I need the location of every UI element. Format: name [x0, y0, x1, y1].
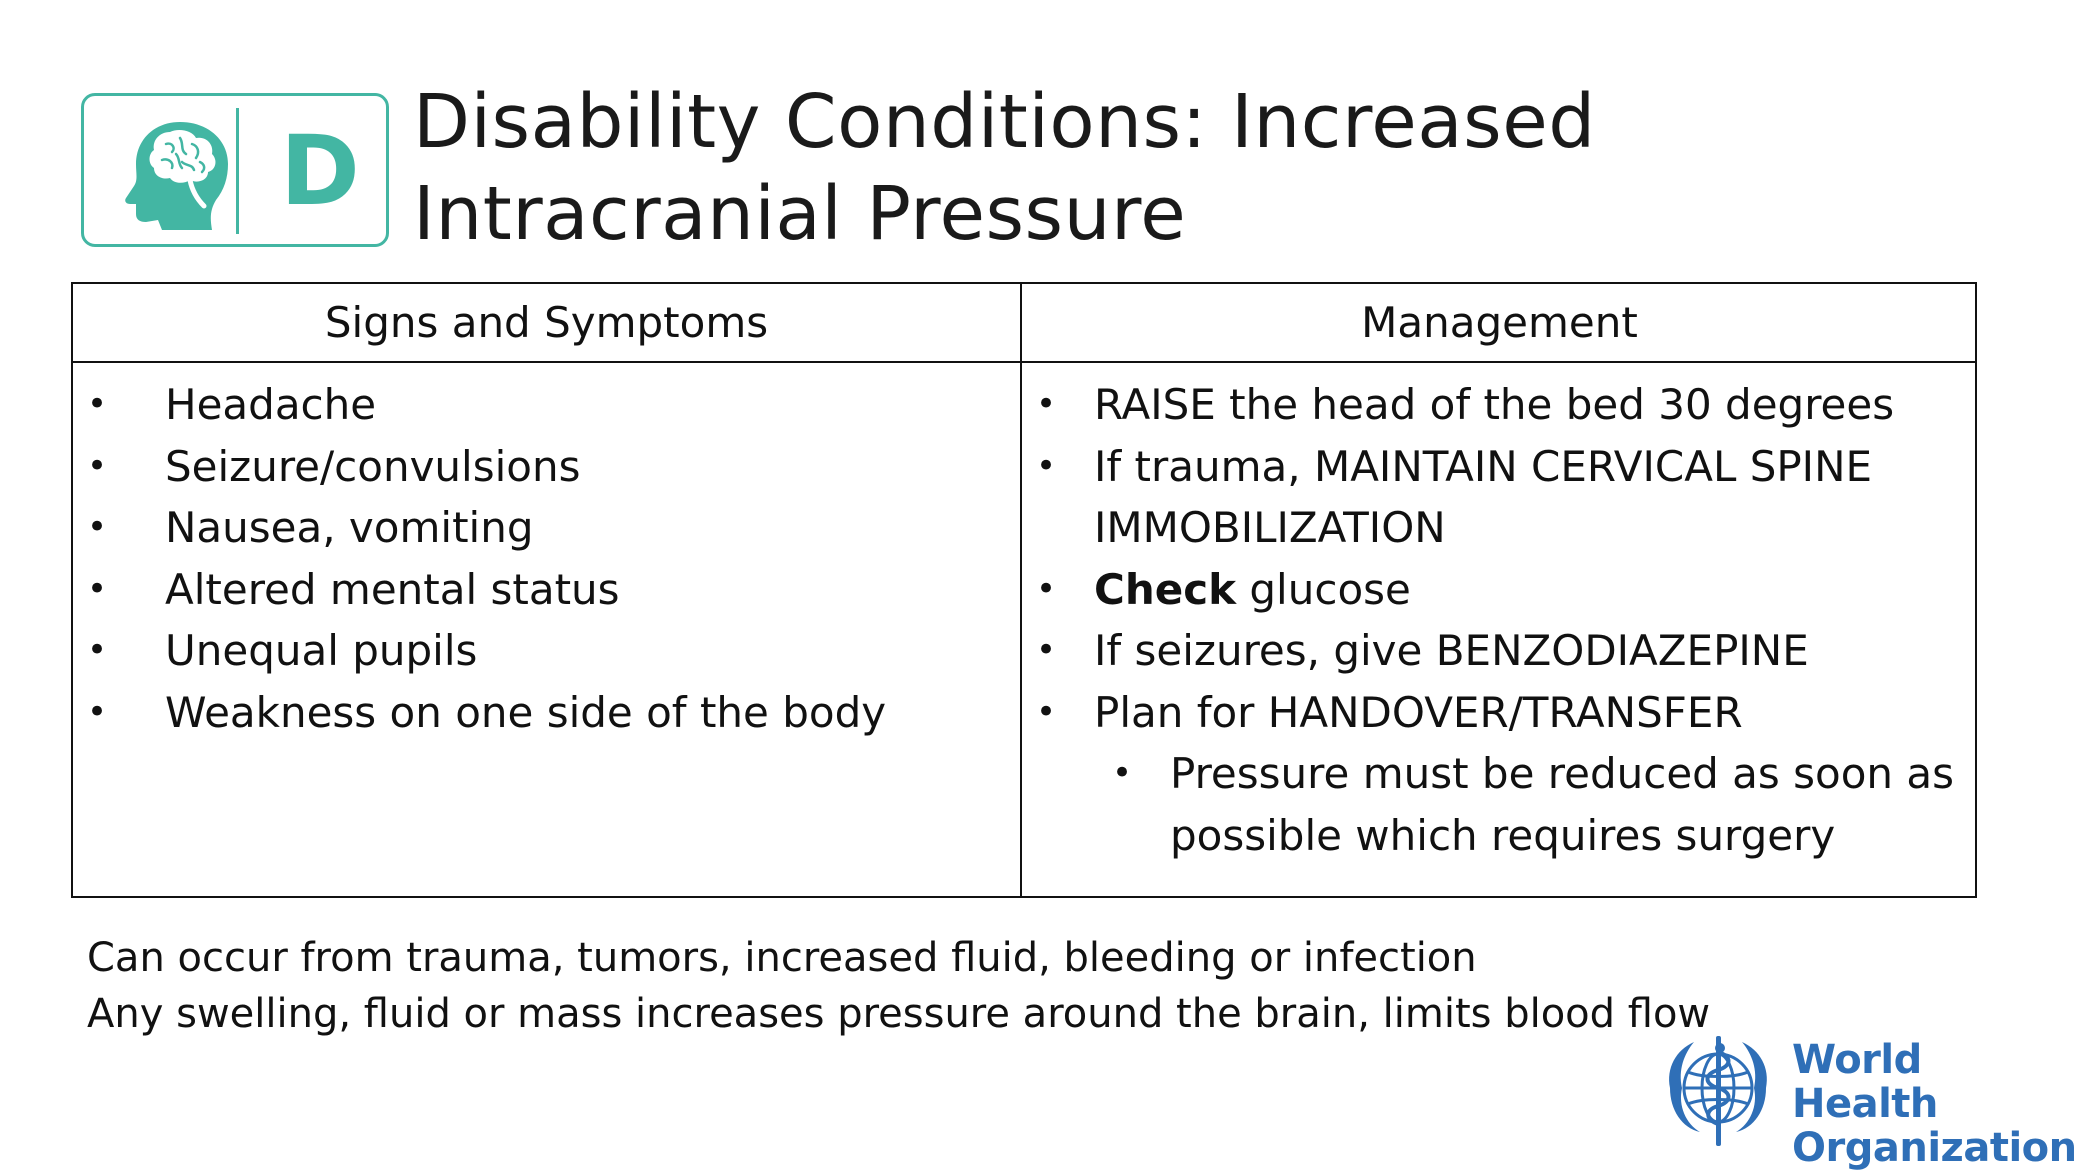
- slide-title: Disability Conditions: Increased Intracranial Pressure: [413, 79, 1596, 257]
- bullet-icon: •: [1036, 630, 1057, 670]
- bullet-icon: •: [1036, 568, 1057, 609]
- bullet-icon: •: [1036, 384, 1057, 424]
- who-line-1: World Health: [1792, 1037, 1938, 1127]
- note-line: Can occur from trauma, tumors, increased fluid, bleeding or infection: [87, 935, 1477, 981]
- bullet-icon: •: [87, 568, 108, 609]
- list-item: • Seizure/convulsions: [73, 436, 1013, 498]
- list-item: • Plan for HANDOVER/TRANSFER: [1022, 682, 1972, 744]
- table-header-divider: [73, 361, 1975, 363]
- conditions-table: [71, 282, 1977, 898]
- footer-notes: [87, 930, 1711, 1042]
- brain-head-icon: [120, 114, 240, 232]
- who-logo: [1656, 1030, 2077, 1171]
- header-signs-and-symptoms: Signs and Symptoms: [324, 298, 769, 347]
- section-badge: [81, 93, 389, 247]
- list-item: • Headache: [73, 374, 1013, 436]
- who-wordmark: [1792, 1037, 2077, 1171]
- note-line: Any swelling, fluid or mass increases pressure around the brain, limits blood flow: [87, 991, 1711, 1037]
- emphasis-text: Check: [1094, 564, 1237, 614]
- bullet-icon: •: [1036, 445, 1057, 486]
- list-item: • RAISE the head of the bed 30 degrees: [1022, 374, 1972, 436]
- list-item: • Nausea, vomiting: [73, 497, 1013, 559]
- list-item: • If seizures, give BENZODIAZEPINE: [1022, 620, 1972, 682]
- bullet-icon: •: [87, 445, 108, 486]
- bullet-icon: •: [87, 507, 108, 547]
- list-item: • If trauma, MAINTAIN CERVICAL SPINE IMMOBILIZATION: [1022, 436, 1972, 559]
- badge-divider: [236, 108, 239, 234]
- who-emblem-icon: [1656, 1032, 1780, 1150]
- signs-list: [73, 374, 1013, 743]
- who-line-2: Organization: [1792, 1125, 2077, 1171]
- management-list: [1022, 374, 1972, 866]
- sub-list-item: • Pressure must be reduced as soon as possible which requires surgery: [1022, 743, 1972, 866]
- header-management: Management: [1361, 298, 1638, 347]
- list-item: • Check glucose: [1022, 559, 1972, 621]
- bullet-icon: •: [87, 691, 108, 732]
- list-item: • Unequal pupils: [73, 620, 1013, 682]
- bullet-icon: •: [1036, 691, 1057, 732]
- section-letter: D: [280, 115, 360, 227]
- list-item: • Altered mental status: [73, 559, 1013, 621]
- bullet-icon: •: [1112, 753, 1133, 793]
- list-item: • Weakness on one side of the body: [73, 682, 1013, 744]
- bullet-icon: •: [87, 630, 108, 670]
- bullet-icon: •: [87, 384, 108, 424]
